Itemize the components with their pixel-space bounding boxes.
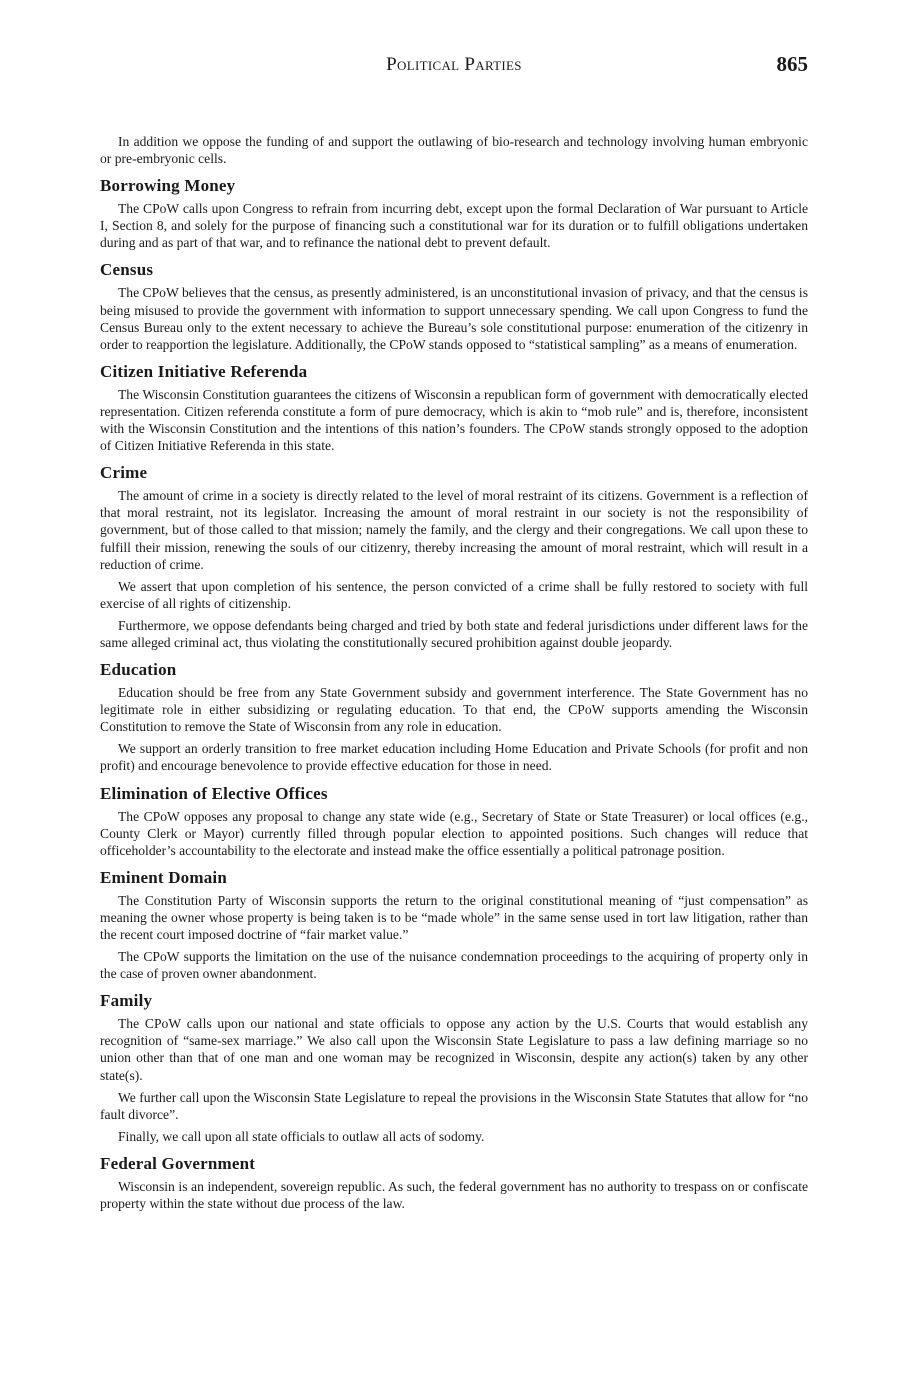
- section-heading: Elimination of Elective Offices: [100, 783, 328, 803]
- running-title: Political Parties: [386, 54, 522, 75]
- paragraph: Wisconsin is an independent, sovereign republic. As such, the federal government has no authority to trespass on or confiscate property within the state without due process of the law.: [100, 1178, 808, 1212]
- document-body: [100, 133, 808, 1217]
- section-heading: Crime: [100, 463, 148, 483]
- paragraph: The Wisconsin Constitution guarantees the citizens of Wisconsin a republican form of government with democratically elected representation. Citizen referenda constitute a form of pure democracy, which is akin to “mob rule” and is, therefore, inconsistent with the Wisconsin Constitution and the intentions of this nation’s founders. The CPoW stands strongly opposed to the adoption of Citizen Initiative Referenda in this state.: [100, 386, 808, 454]
- paragraph: The CPoW opposes any proposal to change any state wide (e.g., Secretary of State or State Treasurer) or local offices (e.g., County Clerk or Mayor) currently filled through popular election to appointed positions. Such changes will reduce that officeholder’s accountability to the electorate and instead make the office essentially a political patronage position.: [100, 808, 808, 858]
- section: [100, 362, 808, 454]
- section: [100, 1154, 808, 1212]
- section-heading: Citizen Initiative Referenda: [100, 361, 308, 381]
- section-heading: Education: [100, 660, 177, 680]
- paragraph: Finally, we call upon all state officials to outlaw all acts of sodomy.: [118, 1128, 485, 1144]
- section: [100, 660, 808, 774]
- section: [100, 784, 808, 859]
- section: [100, 991, 808, 1145]
- section: [100, 260, 808, 352]
- paragraph: The CPoW supports the limitation on the use of the nuisance condemnation proceedings to the acquiring of property only in the case of proven owner abandonment.: [100, 949, 808, 982]
- section: [100, 463, 808, 651]
- section-heading: Census: [100, 260, 154, 280]
- intro-section: [100, 133, 808, 167]
- section-heading: Federal Government: [100, 1153, 256, 1173]
- paragraph: We support an orderly transition to free market education including Home Education and Private Schools (for profit and non profit) and encourage benevolence to provide effective education for those in need.: [100, 741, 808, 774]
- page-header: [100, 54, 808, 84]
- paragraph: The CPoW believes that the census, as presently administered, is an unconstitutional invasion of privacy, and that the census is being misused to provide the government with information to support unnecessary spending. We call upon Congress to fund the Census Bureau only to the extent necessary to achieve the Bureau’s sole constitutional purpose: enumeration of the citizenry in order to reapportion the legislature. Additionally, the CPoW stands opposed to “statistical sampling” as a means of enumeration.: [100, 285, 808, 352]
- paragraph: Education should be free from any State Government subsidy and government interference. The State Government has no legitimate role in either subsidizing or regulating education. To that end, the CPoW supports amending the Wisconsin Constitution to remove the State of Wisconsin from any role in education.: [100, 685, 808, 735]
- section-heading: Borrowing Money: [100, 176, 236, 196]
- section: [100, 176, 808, 251]
- paragraph: The CPoW calls upon our national and state officials to oppose any action by the U.S. Courts that would establish any recognition of “same-sex marriage.” We also call upon the Wisconsin State Legislature to pass a law defining marriage so no union other than that of one man and one woman may be recognized in Wisconsin, despite any action(s) taken by any other state(s).: [100, 1016, 808, 1083]
- section-heading: Eminent Domain: [100, 867, 228, 887]
- paragraph: The CPoW calls upon Congress to refrain from incurring debt, except upon the formal Declaration of War pursuant to Article I, Section 8, and solely for the purpose of financing such a constitutional war for its duration or to fulfill obligations undertaken during and as part of that war, and to refinance the national debt to prevent default.: [100, 201, 808, 251]
- paragraph: We further call upon the Wisconsin State Legislature to repeal the provisions in the Wisconsin State Statutes that allow for “no fault divorce”.: [100, 1089, 808, 1122]
- section: [100, 868, 808, 982]
- paragraph: The amount of crime in a society is directly related to the level of moral restraint of its citizens. Government is a reflection of that moral restraint, not its legislator. Increasing the amount of moral restraint in our society is not the responsibility of government, but of those called to that mission; namely the family, and the clergy and their congregations. We call upon these to fulfill their mission, renewing the souls of our citizenry, thereby increasing the amount of moral restraint, which will result in a reduction of crime.: [100, 488, 808, 572]
- paragraph: The Constitution Party of Wisconsin supports the return to the original constitutional meaning of “just compensation” as meaning the owner whose property is being taken is to be “made whole” in the same sense used in tort law litigation, rather than the recent court imposed doctrine of “fair market value.”: [100, 892, 808, 942]
- paragraph: In addition we oppose the funding of and support the outlawing of bio-research and technology involving human embryonic or pre-embryonic cells.: [100, 134, 808, 167]
- section-heading: Family: [100, 991, 153, 1011]
- paragraph: We assert that upon completion of his sentence, the person convicted of a crime shall be fully restored to society with full exercise of all rights of citizenship.: [100, 578, 808, 611]
- paragraph: Furthermore, we oppose defendants being charged and tried by both state and federal jurisdictions under different laws for the same alleged criminal act, thus violating the constitutionally secured prohibition against double jeopardy.: [100, 617, 808, 650]
- page-number: 865: [776, 52, 808, 76]
